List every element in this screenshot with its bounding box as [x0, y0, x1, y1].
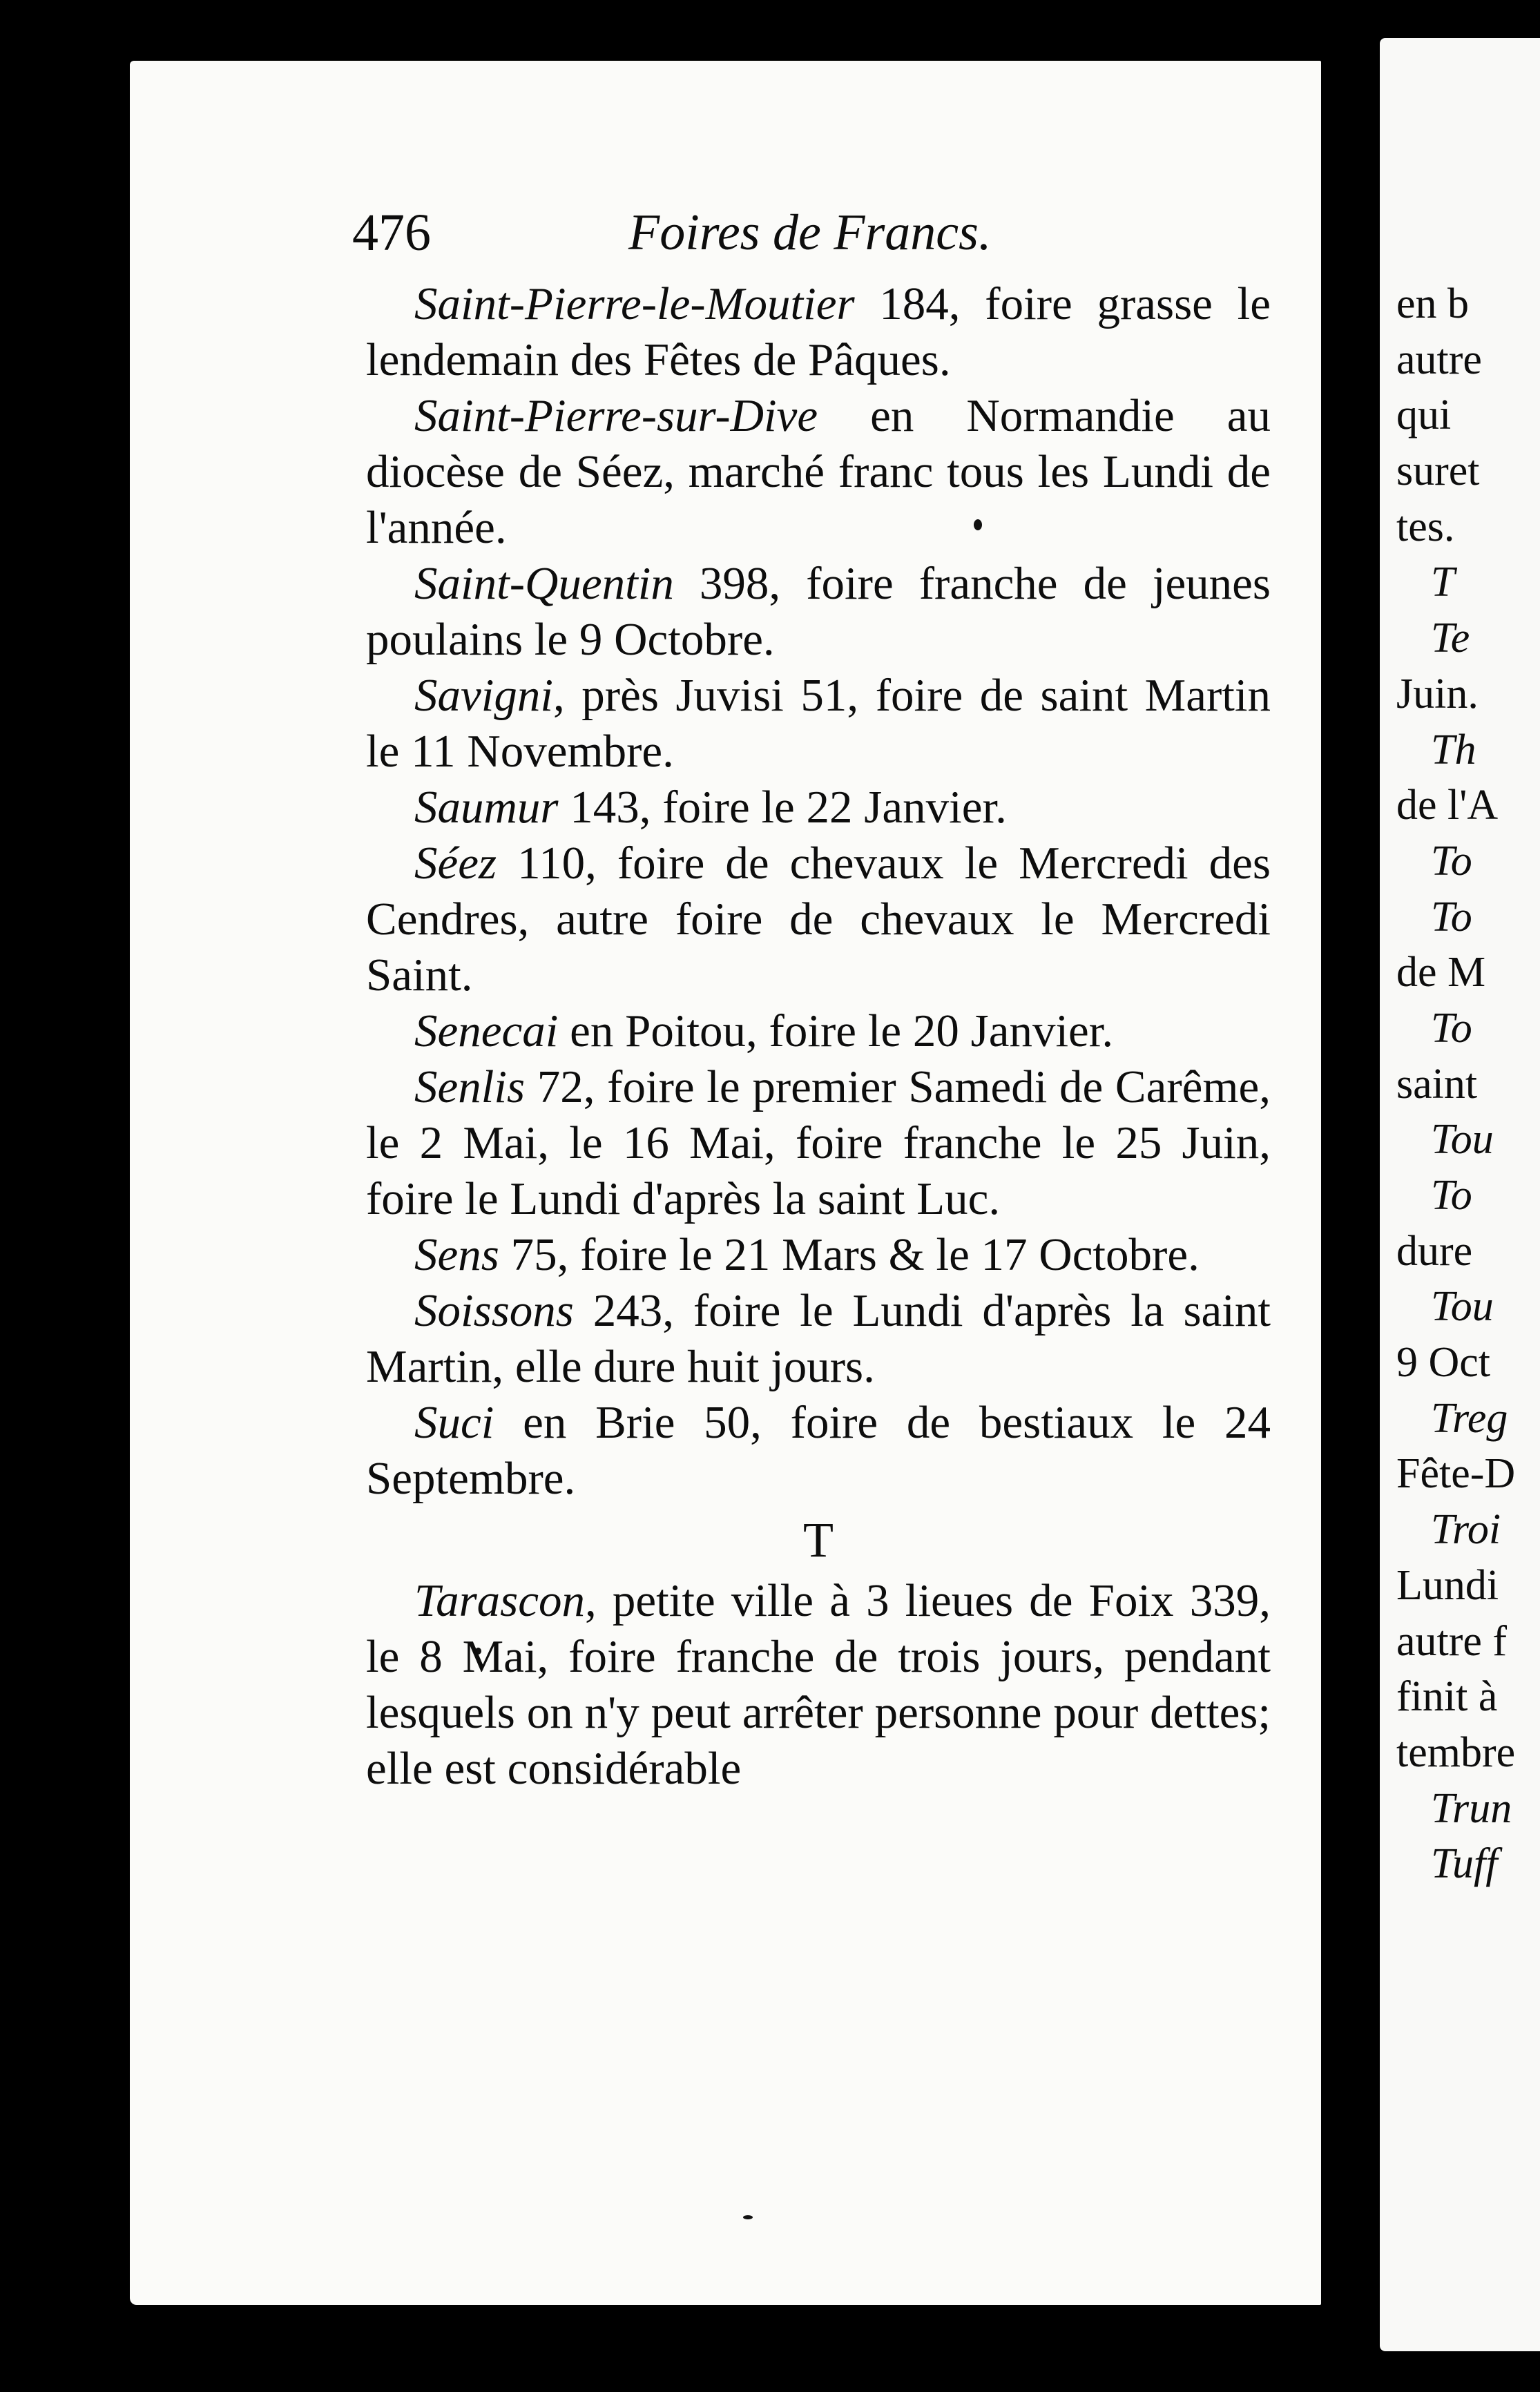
- right-page-line: 9 Oct: [1396, 1339, 1491, 1387]
- fair-entry: [366, 1003, 1271, 1059]
- running-header: [352, 202, 1284, 264]
- right-page-line: Juin.: [1396, 670, 1479, 717]
- right-page-line: Treg: [1431, 1394, 1508, 1442]
- fair-entry: [366, 1573, 1271, 1797]
- place-name: Senlis: [414, 1061, 526, 1112]
- right-page-line: Lundi: [1396, 1561, 1499, 1609]
- place-name: Savigni: [414, 670, 553, 721]
- right-page-line: To: [1431, 1172, 1472, 1219]
- place-name: Suci: [414, 1397, 494, 1448]
- right-page-line: qui: [1396, 392, 1452, 439]
- place-name: Saint-Pierre-le-Moutier: [414, 278, 855, 329]
- fair-entry: [366, 836, 1271, 1003]
- entry-text: 143, foire le 22 Janvier.: [558, 782, 1007, 833]
- place-name: Saumur: [414, 782, 559, 833]
- fair-entry: [366, 1059, 1271, 1227]
- right-page-line: autre: [1396, 336, 1482, 383]
- right-page-line: saint: [1396, 1060, 1478, 1108]
- fair-entry: [366, 668, 1271, 780]
- right-page-line: Tou: [1431, 1116, 1494, 1164]
- right-page-line: tembre: [1396, 1728, 1516, 1776]
- entry-text: en Normandie au diocèse de Séez, marché franc tous les Lundi de l'année.: [366, 390, 1271, 553]
- section-letter: T: [803, 1512, 834, 1568]
- right-page-line: Tuff: [1431, 1840, 1498, 1888]
- right-page-line: Te: [1431, 615, 1470, 662]
- right-page-line: To: [1431, 837, 1472, 885]
- entry-text: 110, foire de chevaux le Mercredi des Cendres, autre foire de chevaux le Mercredi Saint.: [366, 838, 1271, 1001]
- right-page-line: Troi: [1431, 1506, 1501, 1554]
- entry-text: 398, foire franche de jeunes poulains le 9 Octobre.: [366, 558, 1271, 665]
- right-page-line: de M: [1396, 949, 1486, 996]
- place-name: Senecai: [414, 1005, 559, 1057]
- running-title: Foires de Francs.: [628, 204, 992, 261]
- entry-text: en Poitou, foire le 20 Janvier.: [558, 1005, 1114, 1057]
- place-name: Soissons: [414, 1285, 574, 1336]
- ink-speck: [743, 2215, 753, 2219]
- entry-text: en Brie 50, foire de bestiaux le 24 Septembre.: [366, 1397, 1271, 1504]
- right-page-line: Fête-D: [1396, 1450, 1516, 1498]
- fair-entry: [366, 1283, 1271, 1395]
- place-name: Sens: [414, 1229, 499, 1280]
- fair-entry: [366, 780, 1271, 836]
- place-name: Séez: [414, 838, 497, 889]
- right-page-line: To: [1431, 893, 1472, 941]
- right-page-line: Tou: [1431, 1283, 1494, 1331]
- place-name: Saint-Pierre-sur-Dive: [414, 390, 818, 441]
- entry-text: , près Juvisi 51, foire de saint Martin le 11 Novembre.: [366, 670, 1271, 777]
- fair-entry: [366, 276, 1271, 388]
- fair-entry: [366, 1227, 1271, 1283]
- right-page-line: tes.: [1396, 503, 1455, 550]
- entry-text: , petite ville à 3 lieues de Foix 339, le 8 Mai, foire franche de trois jours, pendant lesquels on n'y peut arrêter personne pour dettes; elle est considérable: [366, 1575, 1271, 1794]
- entry-text: 75, foire le 21 Mars & le 17 Octobre.: [499, 1229, 1200, 1280]
- right-page-line: T: [1431, 559, 1455, 606]
- right-page-line: autre f: [1396, 1617, 1508, 1665]
- right-page-line: suret: [1396, 447, 1480, 495]
- body-text: [366, 276, 1271, 1797]
- entry-text: 184, foire grasse le lendemain des Fêtes de Pâques.: [366, 278, 1271, 385]
- entry-text: 72, foire le premier Samedi de Carême, le 2 Mai, le 16 Mai, foire franche le 25 Juin, foire le Lundi d'après la saint Luc.: [366, 1061, 1271, 1224]
- right-page-line: en b: [1396, 280, 1470, 327]
- fair-entry: [366, 556, 1271, 668]
- right-page-text: [1396, 276, 1540, 1892]
- page-number: 476: [352, 204, 431, 262]
- right-page-line: dure: [1396, 1227, 1473, 1275]
- right-page-line: Th: [1431, 726, 1476, 773]
- right-page-line: de l'A: [1396, 782, 1499, 829]
- fair-entry: [366, 1395, 1271, 1507]
- entry-text: 243, foire le Lundi d'après la saint Martin, elle dure huit jours.: [366, 1285, 1271, 1392]
- place-name: Tarascon: [414, 1575, 585, 1626]
- fair-entry: [366, 388, 1271, 556]
- place-name: Saint-Quentin: [414, 558, 674, 609]
- right-page-line: finit à: [1396, 1673, 1498, 1721]
- right-page-line: To: [1431, 1004, 1472, 1052]
- right-page-line: Trun: [1431, 1784, 1512, 1832]
